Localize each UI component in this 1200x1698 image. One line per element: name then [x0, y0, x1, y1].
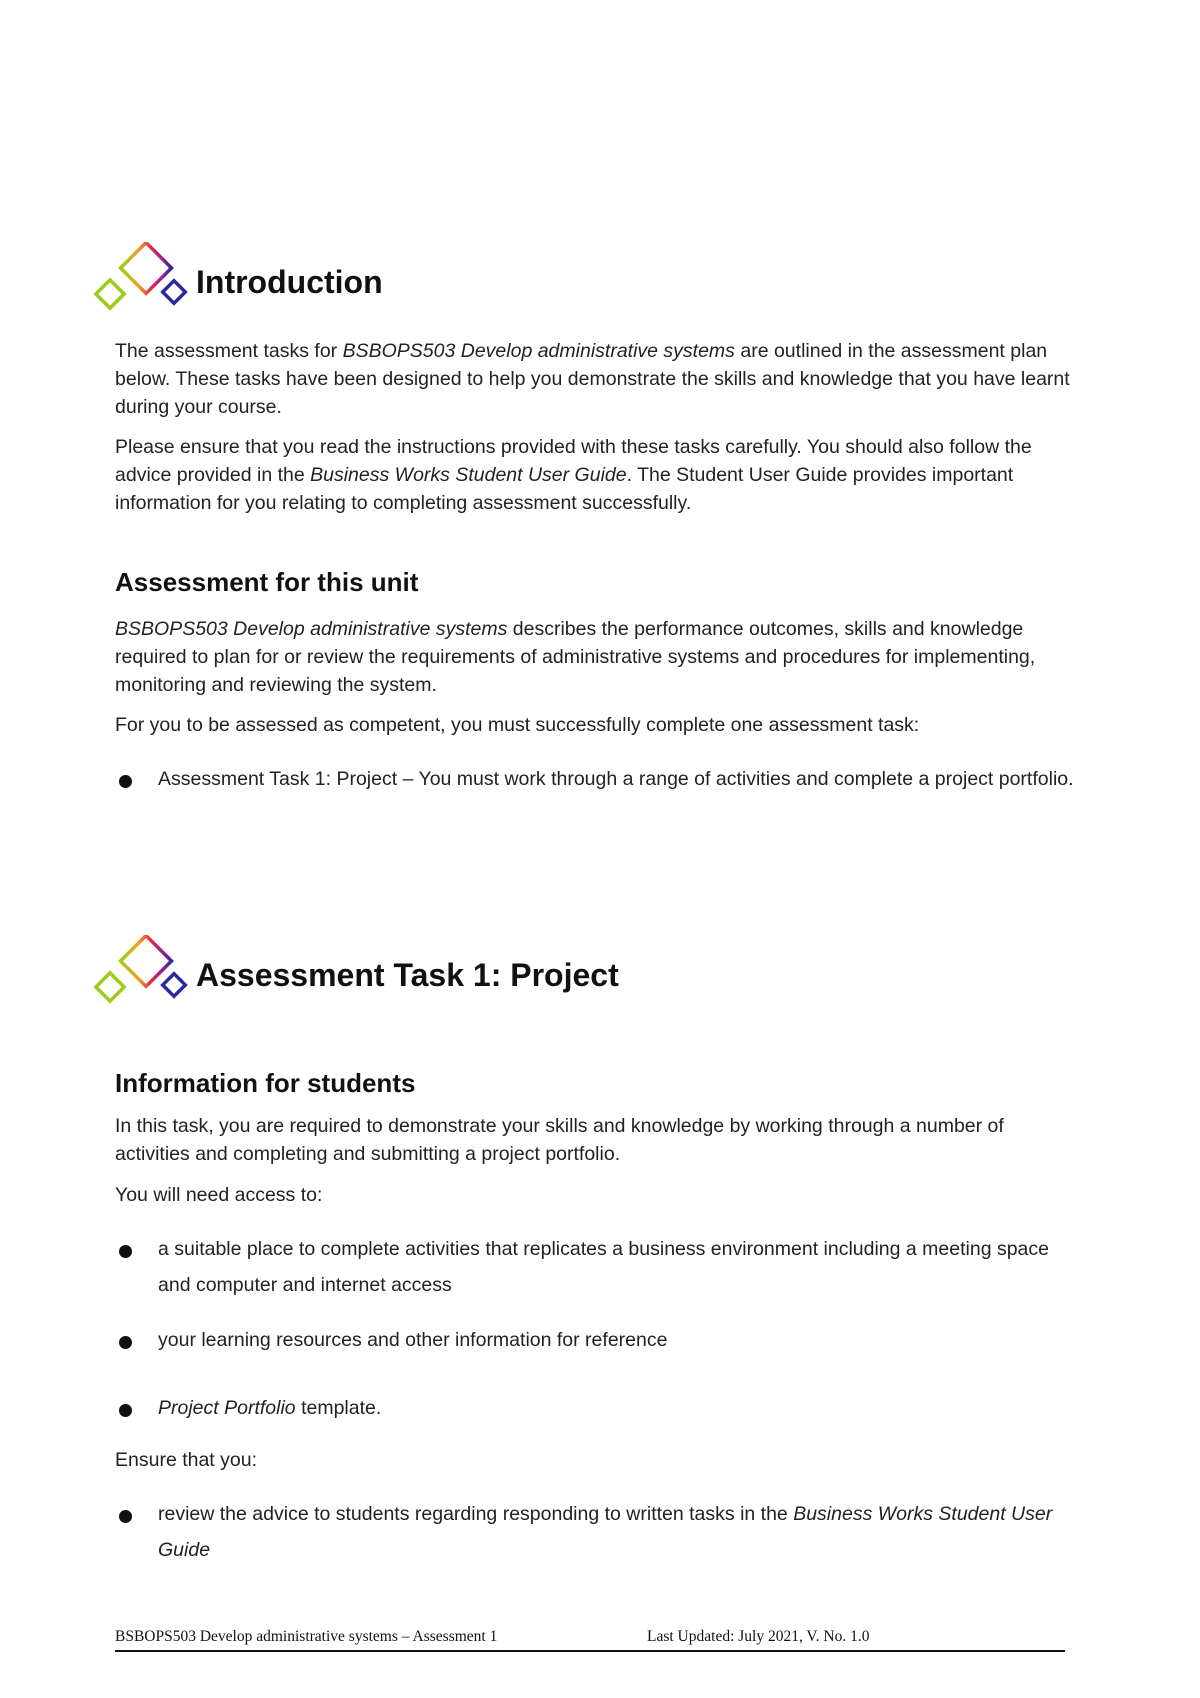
list-item: your learning resources and other information for reference: [115, 1322, 1075, 1358]
student-guide-title: Business Works Student User Guide: [158, 1503, 1053, 1561]
list-item: review the advice to students regarding responding to written tasks in the Business Works Student User Guide: [115, 1496, 1075, 1568]
unit-title: BSBOPS503 Develop administrative systems: [342, 340, 735, 362]
footer-version-text: Last Updated: July 2021, V. No. 1.0: [647, 1628, 870, 1645]
assessment-unit-heading: Assessment for this unit: [115, 567, 419, 597]
introduction-heading-row: [92, 242, 383, 322]
page-footer: [115, 1626, 1065, 1652]
bullet-icon: [119, 775, 132, 788]
ensure-intro: Ensure that you:: [115, 1449, 258, 1471]
student-guide-title: Business Works Student User Guide: [310, 464, 627, 486]
introduction-heading: Introduction: [196, 263, 383, 300]
task1-paragraph-1: In this task, you are required to demonstrate your skills and knowledge by working through a number of activities and completing and submitting a project portfolio.: [115, 1115, 1004, 1165]
assessment-unit-paragraph-1: BSBOPS503 Develop administrative systems describes the performance outcomes, skills and knowledge required to plan for or review the requirements of administrative systems and procedures for implementing, monitoring and reviewing the system.: [115, 618, 1036, 696]
assessment-unit-paragraph-2: For you to be assessed as competent, you must successfully complete one assessment task:: [115, 714, 920, 736]
diamond-logo-icon: [92, 242, 192, 322]
access-intro: You will need access to:: [115, 1184, 323, 1206]
footer-unit-text: BSBOPS503 Develop administrative systems – Assessment 1: [115, 1628, 498, 1645]
task1-heading-row: [92, 935, 619, 1015]
information-for-students-heading: Information for students: [115, 1068, 416, 1098]
list-item: a suitable place to complete activities that replicates a business environment including a meeting space and computer and internet access: [115, 1231, 1075, 1303]
introduction-paragraph-2: Please ensure that you read the instructions provided with these tasks carefully. You should also follow the advice provided in the Business Works Student User Guide. The Student User Guide provides important information for you relating to completing assessment successfully.: [115, 436, 1032, 514]
list-item: Project Portfolio template.: [115, 1390, 1075, 1426]
bullet-icon: [119, 1336, 132, 1349]
introduction-paragraph-1: The assessment tasks for BSBOPS503 Develop administrative systems are outlined in the assessment plan below. These tasks have been designed to help you demonstrate the skills and knowledge that you have learnt during your course.: [115, 340, 1070, 418]
task1-heading: Assessment Task 1: Project: [196, 956, 619, 993]
diamond-logo-icon: [92, 935, 192, 1015]
unit-title: BSBOPS503 Develop administrative systems: [115, 618, 508, 640]
bullet-icon: [119, 1510, 132, 1523]
project-portfolio-title: Project Portfolio: [158, 1397, 296, 1419]
bullet-icon: [119, 1404, 132, 1417]
bullet-icon: [119, 1245, 132, 1258]
list-item: Assessment Task 1: Project – You must work through a range of activities and complete a project portfolio.: [115, 761, 1075, 797]
